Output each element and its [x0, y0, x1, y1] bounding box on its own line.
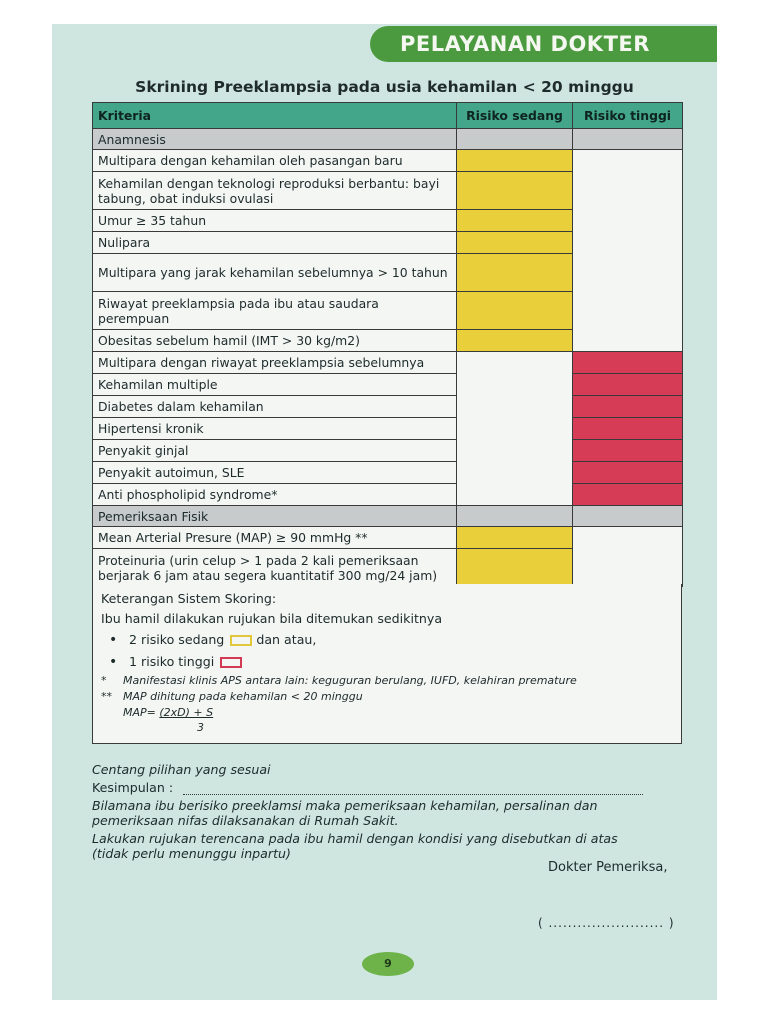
footnote-marker: * [101, 674, 107, 687]
formula-lhs: MAP= [123, 706, 156, 719]
note-line-2a: Lakukan rujukan terencana pada ibu hamil dengan kondisi yang disebutkan di atas [92, 831, 618, 846]
moderate-risk-cell[interactable] [457, 254, 573, 292]
high-risk-cell[interactable] [573, 462, 683, 484]
bullet-moderate [101, 629, 673, 651]
high-risk-cell[interactable] [573, 352, 683, 374]
criteria-cell: Multipara dengan riwayat preeklampsia sebelumnya [93, 352, 457, 374]
high-risk-cell[interactable] [573, 374, 683, 396]
criteria-cell: Multipara yang jarak kehamilan sebelumnya > 10 tahun [93, 254, 457, 292]
notes-title: Keterangan Sistem Skoring: [101, 591, 277, 606]
criteria-cell: Multipara dengan kehamilan oleh pasangan baru [93, 150, 457, 172]
criteria-cell: Penyakit ginjal [93, 440, 457, 462]
note-line-2b: (tidak perlu menunggu inpartu) [92, 846, 291, 861]
table-row [93, 374, 683, 396]
criteria-cell: Penyakit autoimun, SLE [93, 462, 457, 484]
header-title: PELAYANAN DOKTER [400, 32, 650, 56]
bullet-high-label: 1 risiko tinggi [129, 654, 215, 669]
conclusion-input[interactable] [183, 794, 643, 795]
conclusion-line [92, 780, 682, 795]
footnote-aps [101, 673, 673, 689]
table-row [93, 527, 683, 549]
moderate-risk-cell[interactable] [457, 150, 573, 172]
high-risk-cell-blank [573, 527, 683, 587]
section-cell [457, 506, 573, 527]
moderate-risk-cell[interactable] [457, 549, 573, 587]
criteria-cell: Mean Arterial Presure (MAP) ≥ 90 mmHg ** [93, 527, 457, 549]
table-row [93, 462, 683, 484]
bullet-moderate-label: 2 risiko sedang [129, 632, 225, 647]
footnote-marker: ** [101, 690, 112, 703]
criteria-cell: Riwayat preeklampsia pada ibu atau saudara perempuan [93, 292, 457, 330]
high-risk-cell-blank [573, 150, 683, 352]
signer-label: Dokter Pemeriksa, [548, 860, 668, 875]
scoring-notes [92, 584, 682, 744]
note-line-1b: pemeriksaan nifas dilaksanakan di Rumah Sakit. [92, 813, 399, 828]
table-row [93, 418, 683, 440]
bullet-high [101, 651, 673, 673]
moderate-risk-cell[interactable] [457, 172, 573, 210]
criteria-cell: Anti phospholipid syndrome* [93, 484, 457, 506]
page-number: 9 [362, 952, 414, 976]
section-cell [457, 129, 573, 150]
screening-table [92, 102, 683, 587]
high-risk-cell[interactable] [573, 396, 683, 418]
table-row [93, 352, 683, 374]
criteria-cell: Proteinuria (urin celup > 1 pada 2 kali pemeriksaan berjarak 6 jam atau segera kuantitatif 300 mg/24 jam) [93, 549, 457, 587]
column-header-risiko-tinggi: Risiko tinggi [573, 103, 683, 129]
high-risk-cell[interactable] [573, 418, 683, 440]
moderate-risk-cell[interactable] [457, 527, 573, 549]
moderate-risk-cell-blank [457, 352, 573, 506]
section-label: Pemeriksaan Fisik [93, 506, 457, 527]
document-title: Skrining Preeklampsia pada usia kehamilan < 20 minggu [135, 78, 634, 96]
criteria-cell: Hipertensi kronik [93, 418, 457, 440]
footnote-map [101, 689, 673, 705]
moderate-risk-cell[interactable] [457, 292, 573, 330]
section-cell [573, 129, 683, 150]
high-risk-cell[interactable] [573, 440, 683, 462]
formula-numerator: (2xD) + S [159, 706, 214, 719]
table-header-row [93, 103, 683, 129]
map-formula [101, 705, 673, 720]
criteria-cell: Diabetes dalam kehamilan [93, 396, 457, 418]
note-line-1a: Bilamana ibu berisiko preeklamsi maka pemeriksaan kehamilan, persalinan dan [92, 798, 598, 813]
criteria-cell: Obesitas sebelum hamil (IMT > 30 kg/m2) [93, 330, 457, 352]
bullet-moderate-suffix: dan atau, [256, 632, 317, 647]
criteria-cell: Nulipara [93, 232, 457, 254]
table-row [93, 150, 683, 172]
section-row-anamnesis [93, 129, 683, 150]
criteria-cell: Umur ≥ 35 tahun [93, 210, 457, 232]
moderate-risk-cell[interactable] [457, 232, 573, 254]
table-row [93, 396, 683, 418]
footnote-text: MAP dihitung pada kehamilan < 20 minggu [123, 690, 363, 703]
section-row-pemeriksaan-fisik [93, 506, 683, 527]
moderate-risk-cell[interactable] [457, 210, 573, 232]
column-header-risiko-sedang: Risiko sedang [457, 103, 573, 129]
moderate-risk-cell[interactable] [457, 330, 573, 352]
yellow-box-icon [230, 635, 252, 646]
table-row [93, 440, 683, 462]
document-page [52, 24, 717, 1000]
table-row [93, 484, 683, 506]
conclusion-label: Kesimpulan : [92, 780, 174, 795]
signature-field[interactable]: ( ........................ ) [538, 916, 675, 930]
section-cell [573, 506, 683, 527]
criteria-cell: Kehamilan dengan teknologi reproduksi berbantu: bayi tabung, obat induksi ovulasi [93, 172, 457, 210]
instruction-text: Centang pilihan yang sesuai [92, 762, 271, 777]
criteria-cell: Kehamilan multiple [93, 374, 457, 396]
red-box-icon [220, 657, 242, 668]
high-risk-cell[interactable] [573, 484, 683, 506]
notes-intro: Ibu hamil dilakukan rujukan bila ditemukan sedikitnya [101, 611, 443, 626]
footnote-text: Manifestasi klinis APS antara lain: keguguran berulang, IUFD, kelahiran premature [123, 674, 577, 687]
section-label: Anamnesis [93, 129, 457, 150]
formula-denominator: 3 [197, 721, 204, 734]
column-header-kriteria: Kriteria [93, 103, 457, 129]
